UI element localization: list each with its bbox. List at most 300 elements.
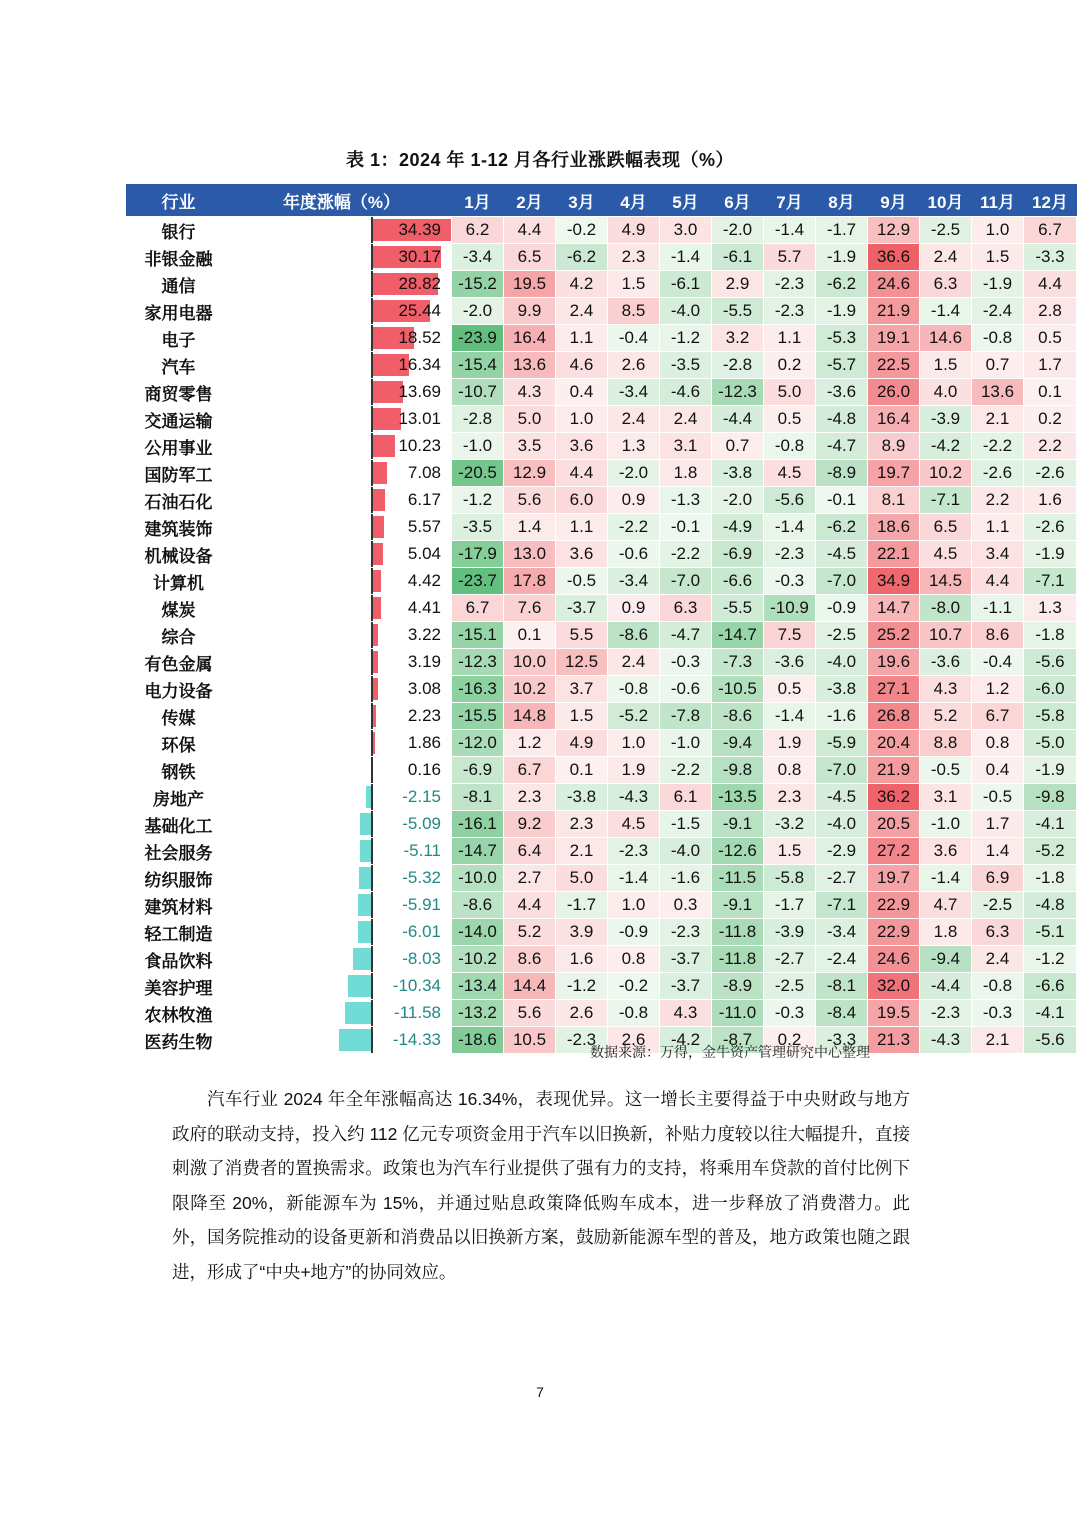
monthly-return-cell: -0.9 — [608, 919, 660, 946]
monthly-return-cell: 22.1 — [868, 541, 920, 568]
annual-return-cell — [232, 838, 452, 865]
table-row — [126, 460, 1077, 487]
table-row — [126, 352, 1077, 379]
monthly-return-cell: 8.9 — [868, 433, 920, 460]
monthly-return-cell: 24.6 — [868, 271, 920, 298]
industry-name: 交通运输 — [126, 406, 232, 433]
table-row — [126, 1000, 1077, 1027]
monthly-return-cell: 4.9 — [556, 730, 608, 757]
monthly-return-cell: 2.1 — [972, 1027, 1024, 1054]
monthly-return-cell: 19.5 — [504, 271, 556, 298]
monthly-return-cell: -2.2 — [660, 541, 712, 568]
monthly-return-cell: 3.1 — [920, 784, 972, 811]
monthly-return-cell: -7.0 — [816, 757, 868, 784]
monthly-return-cell: 3.4 — [972, 541, 1024, 568]
table-row — [126, 784, 1077, 811]
column-header: 6月 — [712, 184, 764, 217]
monthly-return-cell: -1.9 — [1024, 541, 1077, 568]
industry-name: 电力设备 — [126, 676, 232, 703]
monthly-return-cell: -3.9 — [920, 406, 972, 433]
monthly-return-cell: -5.2 — [608, 703, 660, 730]
monthly-return-cell: -1.2 — [556, 973, 608, 1000]
table-row — [126, 973, 1077, 1000]
monthly-return-cell: -6.1 — [660, 271, 712, 298]
monthly-return-cell: 24.6 — [868, 946, 920, 973]
monthly-return-cell: -2.3 — [764, 541, 816, 568]
monthly-return-cell: -3.7 — [660, 946, 712, 973]
monthly-return-cell: -2.3 — [608, 838, 660, 865]
monthly-return-cell: -1.9 — [816, 298, 868, 325]
monthly-return-cell: 0.8 — [764, 757, 816, 784]
monthly-return-cell: -8.1 — [452, 784, 504, 811]
monthly-return-cell: 4.3 — [660, 1000, 712, 1027]
monthly-return-cell: -7.1 — [920, 487, 972, 514]
monthly-return-cell: -4.0 — [660, 838, 712, 865]
monthly-return-cell: -1.4 — [764, 703, 816, 730]
monthly-return-cell: -4.0 — [660, 298, 712, 325]
monthly-return-cell: 1.1 — [556, 514, 608, 541]
industry-name: 家用电器 — [126, 298, 232, 325]
monthly-return-cell: -2.7 — [816, 865, 868, 892]
industry-name: 医药生物 — [126, 1027, 232, 1054]
monthly-return-cell: -10.7 — [452, 379, 504, 406]
monthly-return-cell: -1.4 — [660, 244, 712, 271]
monthly-return-cell: -4.8 — [1024, 892, 1077, 919]
monthly-return-cell: -0.2 — [608, 973, 660, 1000]
monthly-return-cell: -5.5 — [712, 595, 764, 622]
monthly-return-cell: -4.1 — [1024, 1000, 1077, 1027]
monthly-return-cell: 3.9 — [556, 919, 608, 946]
monthly-return-cell: -1.9 — [1024, 757, 1077, 784]
monthly-return-cell: -2.0 — [712, 217, 764, 244]
monthly-return-cell: 19.1 — [868, 325, 920, 352]
industry-name: 公用事业 — [126, 433, 232, 460]
monthly-return-cell: 2.4 — [608, 406, 660, 433]
monthly-return-cell: 0.1 — [1024, 379, 1077, 406]
monthly-return-cell: -1.9 — [972, 271, 1024, 298]
monthly-return-cell: 6.5 — [920, 514, 972, 541]
monthly-return-cell: 6.7 — [1024, 217, 1077, 244]
monthly-return-cell: 1.5 — [556, 703, 608, 730]
monthly-return-cell: 12.9 — [504, 460, 556, 487]
monthly-return-cell: -2.5 — [764, 973, 816, 1000]
monthly-return-cell: -2.0 — [608, 460, 660, 487]
monthly-return-cell: 1.6 — [556, 946, 608, 973]
monthly-return-cell: -5.1 — [1024, 919, 1077, 946]
monthly-return-cell: 2.9 — [712, 271, 764, 298]
monthly-return-cell: 17.8 — [504, 568, 556, 595]
monthly-return-cell: -14.7 — [712, 622, 764, 649]
monthly-return-cell: 4.4 — [556, 460, 608, 487]
annual-return-cell — [232, 1027, 452, 1054]
monthly-return-cell: 0.9 — [608, 595, 660, 622]
monthly-return-cell: -0.3 — [764, 568, 816, 595]
monthly-return-cell: -0.8 — [608, 676, 660, 703]
monthly-return-cell: -6.9 — [712, 541, 764, 568]
column-header: 10月 — [920, 184, 972, 217]
monthly-return-cell: 1.1 — [556, 325, 608, 352]
monthly-return-cell: 10.5 — [504, 1027, 556, 1054]
table-row — [126, 568, 1077, 595]
monthly-return-cell: -0.3 — [764, 1000, 816, 1027]
annual-return-cell — [232, 352, 452, 379]
monthly-return-cell: -6.2 — [816, 271, 868, 298]
monthly-return-cell: -5.6 — [764, 487, 816, 514]
annual-return-cell — [232, 946, 452, 973]
table-row — [126, 541, 1077, 568]
annual-return-cell — [232, 379, 452, 406]
monthly-return-cell: -1.6 — [816, 703, 868, 730]
industry-name: 计算机 — [126, 568, 232, 595]
monthly-return-cell: 5.0 — [764, 379, 816, 406]
monthly-return-cell: 2.4 — [660, 406, 712, 433]
monthly-return-cell: -4.7 — [660, 622, 712, 649]
annual-return-value: 0.16 — [407, 760, 441, 779]
annual-return-value: 25.44 — [398, 301, 441, 320]
monthly-return-cell: -3.8 — [712, 460, 764, 487]
monthly-return-cell: 0.7 — [972, 352, 1024, 379]
monthly-return-cell: -10.9 — [764, 595, 816, 622]
monthly-return-cell: 1.1 — [764, 325, 816, 352]
monthly-return-cell: 8.6 — [504, 946, 556, 973]
monthly-return-cell: -4.6 — [660, 379, 712, 406]
monthly-return-cell: 5.5 — [556, 622, 608, 649]
industry-name: 商贸零售 — [126, 379, 232, 406]
monthly-return-cell: 0.7 — [712, 433, 764, 460]
monthly-return-cell: 19.7 — [868, 865, 920, 892]
annual-return-value: -6.01 — [402, 922, 441, 941]
monthly-return-cell: -0.9 — [816, 595, 868, 622]
monthly-return-cell: 1.4 — [504, 514, 556, 541]
monthly-return-cell: 2.6 — [556, 1000, 608, 1027]
monthly-return-cell: -8.6 — [452, 892, 504, 919]
monthly-return-cell: -1.2 — [1024, 946, 1077, 973]
monthly-return-cell: -12.0 — [452, 730, 504, 757]
monthly-return-cell: -0.5 — [972, 784, 1024, 811]
monthly-return-cell: 22.9 — [868, 892, 920, 919]
industry-name: 机械设备 — [126, 541, 232, 568]
table-row — [126, 325, 1077, 352]
monthly-return-cell: -0.1 — [660, 514, 712, 541]
monthly-return-cell: -1.4 — [764, 514, 816, 541]
monthly-return-cell: -4.4 — [920, 973, 972, 1000]
monthly-return-cell: -17.9 — [452, 541, 504, 568]
monthly-return-cell: 0.3 — [660, 892, 712, 919]
monthly-return-cell: -5.2 — [1024, 838, 1077, 865]
annual-return-value: 2.23 — [407, 706, 441, 725]
annual-return-value: -2.15 — [402, 787, 441, 806]
industry-name: 汽车 — [126, 352, 232, 379]
monthly-return-cell: -11.8 — [712, 919, 764, 946]
monthly-return-cell: 22.5 — [868, 352, 920, 379]
monthly-return-cell: -0.3 — [972, 1000, 1024, 1027]
monthly-return-cell: -3.9 — [764, 919, 816, 946]
industry-name: 有色金属 — [126, 649, 232, 676]
monthly-return-cell: 5.2 — [920, 703, 972, 730]
monthly-return-cell: -1.8 — [1024, 622, 1077, 649]
annual-return-cell — [232, 811, 452, 838]
annual-return-value: 10.23 — [398, 436, 441, 455]
monthly-return-cell: -0.1 — [816, 487, 868, 514]
monthly-return-cell: 1.8 — [920, 919, 972, 946]
table-row — [126, 703, 1077, 730]
monthly-return-cell: -1.3 — [660, 487, 712, 514]
monthly-return-cell: 7.5 — [764, 622, 816, 649]
monthly-return-cell: 3.2 — [712, 325, 764, 352]
monthly-return-cell: 10.2 — [920, 460, 972, 487]
monthly-return-cell: -4.5 — [816, 784, 868, 811]
monthly-return-cell: 2.6 — [608, 352, 660, 379]
table-row — [126, 298, 1077, 325]
table-row — [126, 838, 1077, 865]
monthly-return-cell: 0.4 — [556, 379, 608, 406]
annual-return-value: 30.17 — [398, 247, 441, 266]
monthly-return-cell: -2.6 — [1024, 460, 1077, 487]
monthly-return-cell: -0.6 — [660, 676, 712, 703]
monthly-return-cell: -6.2 — [816, 514, 868, 541]
monthly-return-cell: 14.8 — [504, 703, 556, 730]
monthly-return-cell: 0.4 — [972, 757, 1024, 784]
monthly-return-cell: -5.3 — [816, 325, 868, 352]
monthly-return-cell: 8.5 — [608, 298, 660, 325]
annual-return-cell — [232, 433, 452, 460]
monthly-return-cell: -1.2 — [660, 325, 712, 352]
annual-return-value: -5.91 — [402, 895, 441, 914]
monthly-return-cell: 1.4 — [972, 838, 1024, 865]
monthly-return-cell: -1.7 — [764, 892, 816, 919]
annual-return-cell — [232, 568, 452, 595]
annual-return-cell — [232, 676, 452, 703]
table-title: 表 1：2024 年 1-12 月各行业涨跌幅表现（%） — [345, 150, 735, 170]
monthly-return-cell: -14.7 — [452, 838, 504, 865]
annual-return-value: 1.86 — [407, 733, 441, 752]
monthly-return-cell: 20.5 — [868, 811, 920, 838]
monthly-return-cell: 19.6 — [868, 649, 920, 676]
monthly-return-cell: -5.7 — [816, 352, 868, 379]
monthly-return-cell: -0.2 — [556, 217, 608, 244]
annual-return-value: 3.19 — [407, 652, 441, 671]
monthly-return-cell: -5.8 — [1024, 703, 1077, 730]
monthly-return-cell: 2.2 — [972, 487, 1024, 514]
monthly-return-cell: 1.6 — [1024, 487, 1077, 514]
monthly-return-cell: -9.1 — [712, 892, 764, 919]
monthly-return-cell: -8.0 — [920, 595, 972, 622]
monthly-return-cell: -7.3 — [712, 649, 764, 676]
data-source-note: 数据来源：万得，金牛资产管理研究中心整理 — [590, 1044, 870, 1060]
monthly-return-cell: -8.6 — [712, 703, 764, 730]
monthly-return-cell: 6.0 — [556, 487, 608, 514]
monthly-return-cell: 1.7 — [972, 811, 1024, 838]
monthly-return-cell: -2.3 — [920, 1000, 972, 1027]
monthly-return-cell: 1.2 — [504, 730, 556, 757]
industry-name: 综合 — [126, 622, 232, 649]
monthly-return-cell: -7.8 — [660, 703, 712, 730]
monthly-return-cell: -7.1 — [816, 892, 868, 919]
monthly-return-cell: 3.6 — [556, 433, 608, 460]
monthly-return-cell: 2.4 — [608, 649, 660, 676]
monthly-return-cell: -12.6 — [712, 838, 764, 865]
monthly-return-cell: -3.3 — [816, 1027, 868, 1054]
monthly-return-cell: 0.8 — [608, 946, 660, 973]
monthly-return-cell: -9.4 — [712, 730, 764, 757]
monthly-return-cell: -4.7 — [816, 433, 868, 460]
monthly-return-cell: -5.5 — [712, 298, 764, 325]
monthly-return-cell: -9.1 — [712, 811, 764, 838]
annual-return-value: 13.69 — [398, 382, 441, 401]
monthly-return-cell: 6.7 — [452, 595, 504, 622]
monthly-return-cell: -2.0 — [712, 487, 764, 514]
monthly-return-cell: -16.3 — [452, 676, 504, 703]
monthly-return-cell: -8.6 — [608, 622, 660, 649]
monthly-return-cell: 6.9 — [972, 865, 1024, 892]
monthly-return-cell: -15.4 — [452, 352, 504, 379]
monthly-return-cell: -10.0 — [452, 865, 504, 892]
monthly-return-cell: 5.6 — [504, 1000, 556, 1027]
monthly-return-cell: 4.4 — [504, 892, 556, 919]
annual-return-cell — [232, 460, 452, 487]
monthly-return-cell: -0.4 — [972, 649, 1024, 676]
monthly-return-cell: 14.4 — [504, 973, 556, 1000]
monthly-return-cell: -2.2 — [660, 757, 712, 784]
monthly-return-cell: -8.9 — [712, 973, 764, 1000]
monthly-return-cell: -1.4 — [920, 298, 972, 325]
monthly-return-cell: 27.2 — [868, 838, 920, 865]
monthly-return-cell: -1.2 — [452, 487, 504, 514]
annual-return-value: 34.39 — [398, 220, 441, 239]
monthly-return-cell: -6.6 — [712, 568, 764, 595]
monthly-return-cell: -3.8 — [816, 676, 868, 703]
monthly-return-cell: -1.0 — [660, 730, 712, 757]
monthly-return-cell: 21.9 — [868, 757, 920, 784]
monthly-return-cell: 3.0 — [660, 217, 712, 244]
monthly-return-cell: 5.7 — [764, 244, 816, 271]
column-header: 8月 — [816, 184, 868, 217]
monthly-return-cell: -2.8 — [712, 352, 764, 379]
monthly-return-cell: -2.5 — [816, 622, 868, 649]
monthly-return-cell: -4.0 — [816, 649, 868, 676]
monthly-return-cell: 9.2 — [504, 811, 556, 838]
monthly-return-cell: 1.0 — [608, 892, 660, 919]
monthly-return-cell: 1.8 — [660, 460, 712, 487]
annual-return-cell — [232, 244, 452, 271]
monthly-return-cell: -3.8 — [556, 784, 608, 811]
monthly-return-cell: -4.3 — [920, 1027, 972, 1054]
monthly-return-cell: -18.6 — [452, 1027, 504, 1054]
monthly-return-cell: 0.8 — [972, 730, 1024, 757]
annual-return-cell — [232, 406, 452, 433]
monthly-return-cell: 0.5 — [764, 676, 816, 703]
annual-return-value: 5.57 — [407, 517, 441, 536]
monthly-return-cell: 14.7 — [868, 595, 920, 622]
monthly-return-cell: -3.3 — [1024, 244, 1077, 271]
monthly-return-cell: 0.5 — [1024, 325, 1077, 352]
monthly-return-cell: -1.1 — [972, 595, 1024, 622]
monthly-return-cell: 1.0 — [556, 406, 608, 433]
monthly-return-cell: -6.2 — [556, 244, 608, 271]
monthly-return-cell: 13.0 — [504, 541, 556, 568]
industry-name: 食品饮料 — [126, 946, 232, 973]
monthly-return-cell: 4.5 — [920, 541, 972, 568]
monthly-return-cell: -2.7 — [764, 946, 816, 973]
monthly-return-cell: -0.5 — [920, 757, 972, 784]
monthly-return-cell: 1.1 — [972, 514, 1024, 541]
monthly-return-cell: 9.9 — [504, 298, 556, 325]
monthly-return-cell: 7.6 — [504, 595, 556, 622]
monthly-return-cell: -3.4 — [608, 568, 660, 595]
monthly-return-cell: 10.7 — [920, 622, 972, 649]
monthly-return-cell: -0.8 — [972, 325, 1024, 352]
monthly-return-cell: -11.0 — [712, 1000, 764, 1027]
monthly-return-cell: 1.0 — [972, 217, 1024, 244]
monthly-return-cell: -2.3 — [764, 271, 816, 298]
column-header: 4月 — [608, 184, 660, 217]
industry-name: 通信 — [126, 271, 232, 298]
monthly-return-cell: -0.6 — [608, 541, 660, 568]
annual-return-value: -10.34 — [392, 976, 441, 995]
monthly-return-cell: 5.2 — [504, 919, 556, 946]
monthly-return-cell: -14.0 — [452, 919, 504, 946]
monthly-return-cell: -2.4 — [816, 946, 868, 973]
monthly-return-cell: 27.1 — [868, 676, 920, 703]
monthly-return-cell: 6.3 — [972, 919, 1024, 946]
monthly-return-cell: 21.3 — [868, 1027, 920, 1054]
monthly-return-cell: -13.4 — [452, 973, 504, 1000]
monthly-return-cell: 10.0 — [504, 649, 556, 676]
industry-returns-table — [125, 184, 1077, 1054]
industry-name: 非银金融 — [126, 244, 232, 271]
monthly-return-cell: -3.4 — [452, 244, 504, 271]
annual-return-value: 7.08 — [407, 463, 441, 482]
monthly-return-cell: 8.6 — [972, 622, 1024, 649]
annual-return-cell — [232, 487, 452, 514]
monthly-return-cell: -5.0 — [1024, 730, 1077, 757]
monthly-return-cell: 0.2 — [764, 352, 816, 379]
monthly-return-cell: -13.2 — [452, 1000, 504, 1027]
annual-return-value: -14.33 — [392, 1030, 441, 1049]
monthly-return-cell: -12.3 — [712, 379, 764, 406]
monthly-return-cell: 0.1 — [504, 622, 556, 649]
monthly-return-cell: 4.7 — [920, 892, 972, 919]
monthly-return-cell: 2.4 — [972, 946, 1024, 973]
monthly-return-cell: -4.4 — [712, 406, 764, 433]
monthly-return-cell: -4.3 — [608, 784, 660, 811]
monthly-return-cell: -2.6 — [1024, 514, 1077, 541]
monthly-return-cell: 4.4 — [1024, 271, 1077, 298]
monthly-return-cell: -8.7 — [712, 1027, 764, 1054]
monthly-return-cell: -15.2 — [452, 271, 504, 298]
industry-name: 环保 — [126, 730, 232, 757]
monthly-return-cell: -16.1 — [452, 811, 504, 838]
industry-name: 银行 — [126, 217, 232, 244]
monthly-return-cell: 14.5 — [920, 568, 972, 595]
monthly-return-cell: -6.6 — [1024, 973, 1077, 1000]
page-number: 7 — [536, 1384, 544, 1400]
annual-return-cell — [232, 325, 452, 352]
monthly-return-cell: -2.6 — [972, 460, 1024, 487]
monthly-return-cell: 0.1 — [556, 757, 608, 784]
monthly-return-cell: 12.5 — [556, 649, 608, 676]
table-row — [126, 433, 1077, 460]
monthly-return-cell: 2.4 — [556, 298, 608, 325]
monthly-return-cell: -5.8 — [764, 865, 816, 892]
monthly-return-cell: 8.1 — [868, 487, 920, 514]
monthly-return-cell: -2.2 — [608, 514, 660, 541]
monthly-return-cell: -4.5 — [816, 541, 868, 568]
industry-name: 轻工制造 — [126, 919, 232, 946]
industry-name: 石油石化 — [126, 487, 232, 514]
monthly-return-cell: -2.5 — [972, 892, 1024, 919]
column-header: 行业 — [126, 184, 232, 217]
